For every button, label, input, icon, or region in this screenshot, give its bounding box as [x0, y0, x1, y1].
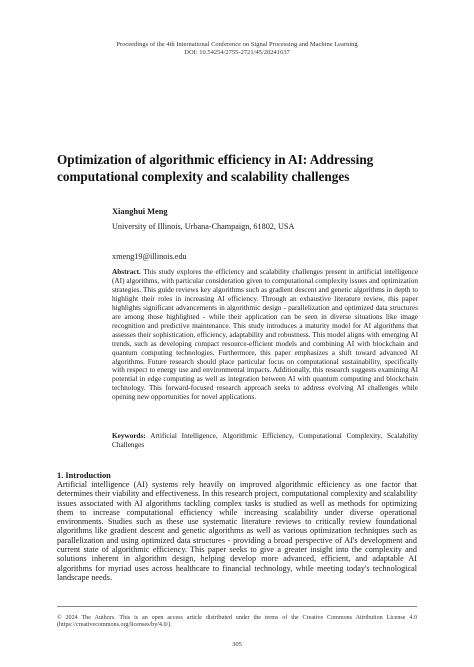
section-heading: 1. Introduction: [57, 471, 111, 480]
keywords-label: Keywords:: [112, 432, 146, 440]
page-number: 305: [232, 641, 242, 648]
paper-title: Optimization of algorithmic efficiency in AI: Addressing computational complexity and scalability challenges: [57, 152, 374, 184]
doi-header: DOI: 10.54254/2755-2721/45/20241637: [184, 49, 290, 56]
abstract-label: Abstract.: [112, 268, 141, 276]
keywords: [112, 432, 418, 450]
author-email[interactable]: xmeng19@illinois.edu: [112, 252, 187, 261]
author-name: Xianghui Meng: [112, 207, 168, 216]
introduction-text: Artificial intelligence (AI) systems rely heavily on improved algorithmic efficiency as one factor that determines their viability and effectiveness. In this research project, computational complexity and scalability issues associated with AI algorithms tackling complex tasks is studied as well as methods for optimizing them to increase computational efficiency while increasing scalability under diverse operational environments. Studies such as these use systematic literature reviews to critically review foundational algorithms like gradient descent and genetic algorithms as well as various optimization techniques such as parallelization and using optimized data structures - providing a broad perspective of AI's development and current state of algorithmic efficiency. This paper seeks to give a greater insight into the complexity and solutions inherent in algorithm design, helping develop more advanced, efficient, and adaptable AI algorithms for myriad uses across healthcare to financial technology, while meeting today's technological landscape needs.: [57, 480, 417, 582]
abstract: [112, 268, 418, 402]
author-affiliation: University of Illinois, Urbana-Champaign, 61802, USA: [112, 222, 295, 231]
footer-divider: [57, 606, 417, 607]
conference-header: Proceedings of the 4th International Conference on Signal Processing and Machine Learning: [116, 41, 358, 48]
abstract-text: This study explores the efficiency and scalability challenges present in artificial intelligence (AI) algorithms, with particular consideration given to computational complexity issues and optimization strategies. This guide reviews key algorithms such as gradient descent and genetic algorithms in depth to highlight their roles in increasing AI efficiency. Through an exhaustive literature review, this paper highlights significant advancements in algorithmic design - parallelization and optimized data structures are among those highlighted - while their application can be seen in diverse situations like image recognition and predictive maintenance. This study introduces a maturity model for AI algorithms that assesses their sophistication, efficiency, adaptability and robustness. This model aligns with emerging AI trends, such as developing compact resource-efficient models and combining AI with blockchain and quantum computing technologies. Furthermore, this paper emphasizes a shift toward advanced AI algorithms. Future research should place particular focus on computational sustainability, specifically with respect to energy use and environmental impacts. Additionally, this research suggests examining AI potential in edge computing as well as integration between AI with quantum computing and blockchain technology. This forward-focused research approach seeks to address evolving AI challenges while opening new opportunities for novel applications.: [112, 268, 418, 402]
license-footer: © 2024 The Authors. This is an open access article distributed under the terms of the Creative Commons Attribution License 4.0 (https://creativecommons.org/licenses/by/4.0/).: [57, 615, 417, 629]
keywords-text: Artificial Intelligence, Algorithmic Efficiency, Computational Complexity, Scalability Challenges: [112, 432, 418, 449]
